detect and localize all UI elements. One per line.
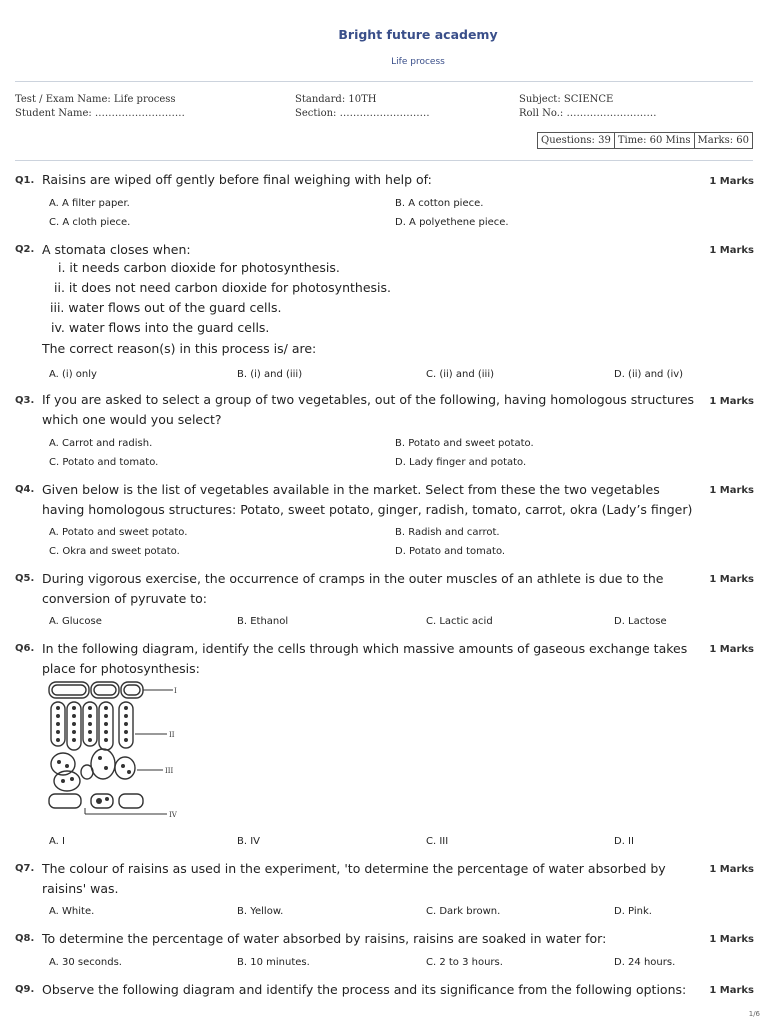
roll-no: Roll No.: ……………………… xyxy=(519,108,657,119)
stat-marks: Marks: 60 xyxy=(694,133,752,148)
option-b: B. Potato and sweet potato. xyxy=(395,438,534,449)
option-b: B. Ethanol xyxy=(237,616,289,627)
option-a: A. Carrot and radish. xyxy=(49,438,153,449)
question-marks: 1 Marks xyxy=(709,485,754,496)
leaf-cells-diagram xyxy=(45,678,185,820)
question-number: Q2. xyxy=(15,244,35,255)
page-number: 1/6 xyxy=(748,1010,760,1018)
stat-questions: Questions: 39 xyxy=(541,135,611,146)
question-text: A stomata closes when: xyxy=(42,242,191,257)
stats-divider xyxy=(15,160,753,161)
question-text: The colour of raisins as used in the experiment, 'to determine the percentage of water absorbed by raisins' was. xyxy=(42,861,666,896)
option-a: A. A filter paper. xyxy=(49,198,130,209)
stat-time: Time: 60 Mins xyxy=(614,133,694,148)
question-text: Given below is the list of vegetables available in the market. Select from these the two vegetables having homologous structures: Potato, sweet potato, ginger, radish, tomato, carrot, okra (Lady’s finger) xyxy=(42,482,693,517)
option-a: A. I xyxy=(49,836,65,847)
question-text: If you are asked to select a group of two vegetables, out of the following, having homologous structures which one would you select? xyxy=(42,392,695,427)
meta-middle xyxy=(295,93,430,121)
option-d: D. (ii) and (iv) xyxy=(614,369,684,380)
option-d: D. Pink. xyxy=(614,906,652,917)
option-c: C. A cloth piece. xyxy=(49,217,131,228)
option-b: B. 10 minutes. xyxy=(237,957,310,968)
option-c: C. III xyxy=(426,836,449,847)
statement-ii: ii. it does not need carbon dioxide for photosynthesis. xyxy=(54,280,391,295)
question-footer: The correct reason(s) in this process is/ are: xyxy=(42,341,317,356)
option-b: B. Yellow. xyxy=(237,906,284,917)
diagram-label-ii: II xyxy=(169,731,175,739)
option-d: D. Lady finger and potato. xyxy=(395,457,527,468)
question-marks: 1 Marks xyxy=(709,985,754,996)
question-text: In the following diagram, identify the cells through which massive amounts of gaseous exchange takes place for photosynthesis: xyxy=(42,641,688,676)
option-c: C. (ii) and (iii) xyxy=(426,369,495,380)
option-d: D. Potato and tomato. xyxy=(395,546,506,557)
subject: Subject: SCIENCE xyxy=(519,94,614,105)
question-text: To determine the percentage of water absorbed by raisins, raisins are soaked in water for: xyxy=(42,931,607,946)
exam-stats xyxy=(537,132,753,149)
question-marks: 1 Marks xyxy=(709,396,754,407)
option-d: D. Lactose xyxy=(614,616,667,627)
option-c: C. Okra and sweet potato. xyxy=(49,546,180,557)
option-a: A. White. xyxy=(49,906,95,917)
question-number: Q5. xyxy=(15,573,35,584)
question-text: Raisins are wiped off gently before final weighing with help of: xyxy=(42,172,432,187)
question-marks: 1 Marks xyxy=(709,864,754,875)
statement-iii: iii. water flows out of the guard cells. xyxy=(50,300,282,315)
section: Section: ……………………… xyxy=(295,108,430,119)
question-marks: 1 Marks xyxy=(709,644,754,655)
statement-iv: iv. water flows into the guard cells. xyxy=(51,320,270,335)
page-title: Bright future academy xyxy=(338,27,498,42)
header-divider xyxy=(15,81,753,82)
option-b: B. (i) and (iii) xyxy=(237,369,303,380)
option-b: B. A cotton piece. xyxy=(395,198,484,209)
meta-left xyxy=(15,93,185,121)
question-number: Q3. xyxy=(15,395,35,406)
option-c: C. Lactic acid xyxy=(426,616,493,627)
question-number: Q9. xyxy=(15,984,35,995)
option-c: C. 2 to 3 hours. xyxy=(426,957,503,968)
option-d: D. II xyxy=(614,836,634,847)
standard: Standard: 10TH xyxy=(295,94,377,105)
diagram-label-iii: III xyxy=(165,767,174,775)
question-marks: 1 Marks xyxy=(709,245,754,256)
option-b: B. Radish and carrot. xyxy=(395,527,500,538)
option-d: D. 24 hours. xyxy=(614,957,676,968)
question-text: During vigorous exercise, the occurrence of cramps in the outer muscles of an athlete is due to the conversion of pyruvate to: xyxy=(42,571,664,606)
question-marks: 1 Marks xyxy=(709,176,754,187)
meta-right xyxy=(519,93,656,121)
diagram-label-i: I xyxy=(174,687,177,695)
question-number: Q1. xyxy=(15,175,35,186)
diagram-label-iv: IV xyxy=(169,811,177,819)
question-marks: 1 Marks xyxy=(709,574,754,585)
question-number: Q8. xyxy=(15,933,35,944)
option-a: A. (i) only xyxy=(49,369,97,380)
question-number: Q6. xyxy=(15,643,35,654)
option-c: C. Potato and tomato. xyxy=(49,457,159,468)
question-number: Q7. xyxy=(15,863,35,874)
option-b: B. IV xyxy=(237,836,261,847)
option-a: A. Potato and sweet potato. xyxy=(49,527,188,538)
question-marks: 1 Marks xyxy=(709,934,754,945)
student-name: Student Name: ……………………… xyxy=(15,108,185,119)
statement-i: i. it needs carbon dioxide for photosynthesis. xyxy=(58,260,340,275)
question-number: Q4. xyxy=(15,484,35,495)
option-a: A. Glucose xyxy=(49,616,102,627)
option-c: C. Dark brown. xyxy=(426,906,501,917)
test-name: Test / Exam Name: Life process xyxy=(15,94,176,105)
question-text: Observe the following diagram and identify the process and its significance from the following options: xyxy=(42,982,687,997)
option-a: A. 30 seconds. xyxy=(49,957,122,968)
option-d: D. A polyethene piece. xyxy=(395,217,509,228)
page-subtitle: Life process xyxy=(391,57,445,67)
